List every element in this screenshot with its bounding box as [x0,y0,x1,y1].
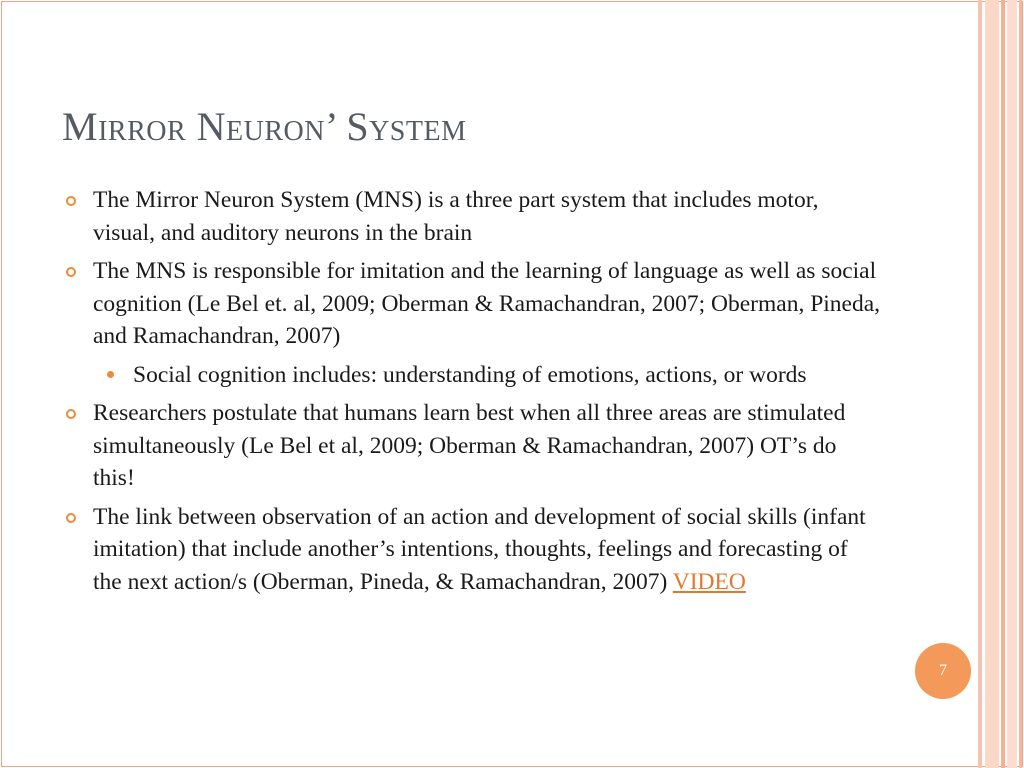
sub-bullet-text: Social cognition includes: understanding of emotions, actions, or words [133,361,807,388]
slide-title: Mirror Neuron’ System [62,104,467,149]
slide-body [62,184,882,604]
decorative-stripes [976,0,1024,768]
bullet-item [62,255,882,353]
bullet-item [62,184,882,249]
ring-bullet-icon [66,409,76,419]
bullet-item [62,501,882,599]
ring-bullet-icon [66,267,76,277]
bullet-text: The Mirror Neuron System (MNS) is a three part system that includes motor, visual, and auditory neurons in the brain [93,187,819,246]
bullet-item [62,397,882,495]
ring-bullet-icon [66,196,76,206]
bullet-text: The MNS is responsible for imitation and the learning of language as well as social cognition (Le Bel et. al, 2009; Oberman & Ramachandran, 2007; Oberman, Pineda, and Ramachandran, 2007) [93,258,881,349]
ring-bullet-icon [66,513,76,523]
sub-bullet-item [62,359,882,392]
bullet-text: The link between observation of an action and development of social skills (infant imitation) that include another’s intentions, thoughts, feelings and forecasting of the next action/s (Oberman, Pineda, & Ramachandran, 2007) [93,503,866,595]
dot-bullet-icon [107,371,114,378]
bullet-text: Researchers postulate that humans learn best when all three areas are stimulated simultaneously (Le Bel et al, 2009; Oberman & Ramachandran, 2007) OT’s do this! [93,400,846,491]
video-link[interactable]: VIDEO [672,568,746,595]
page-number-badge: 7 [915,643,971,699]
